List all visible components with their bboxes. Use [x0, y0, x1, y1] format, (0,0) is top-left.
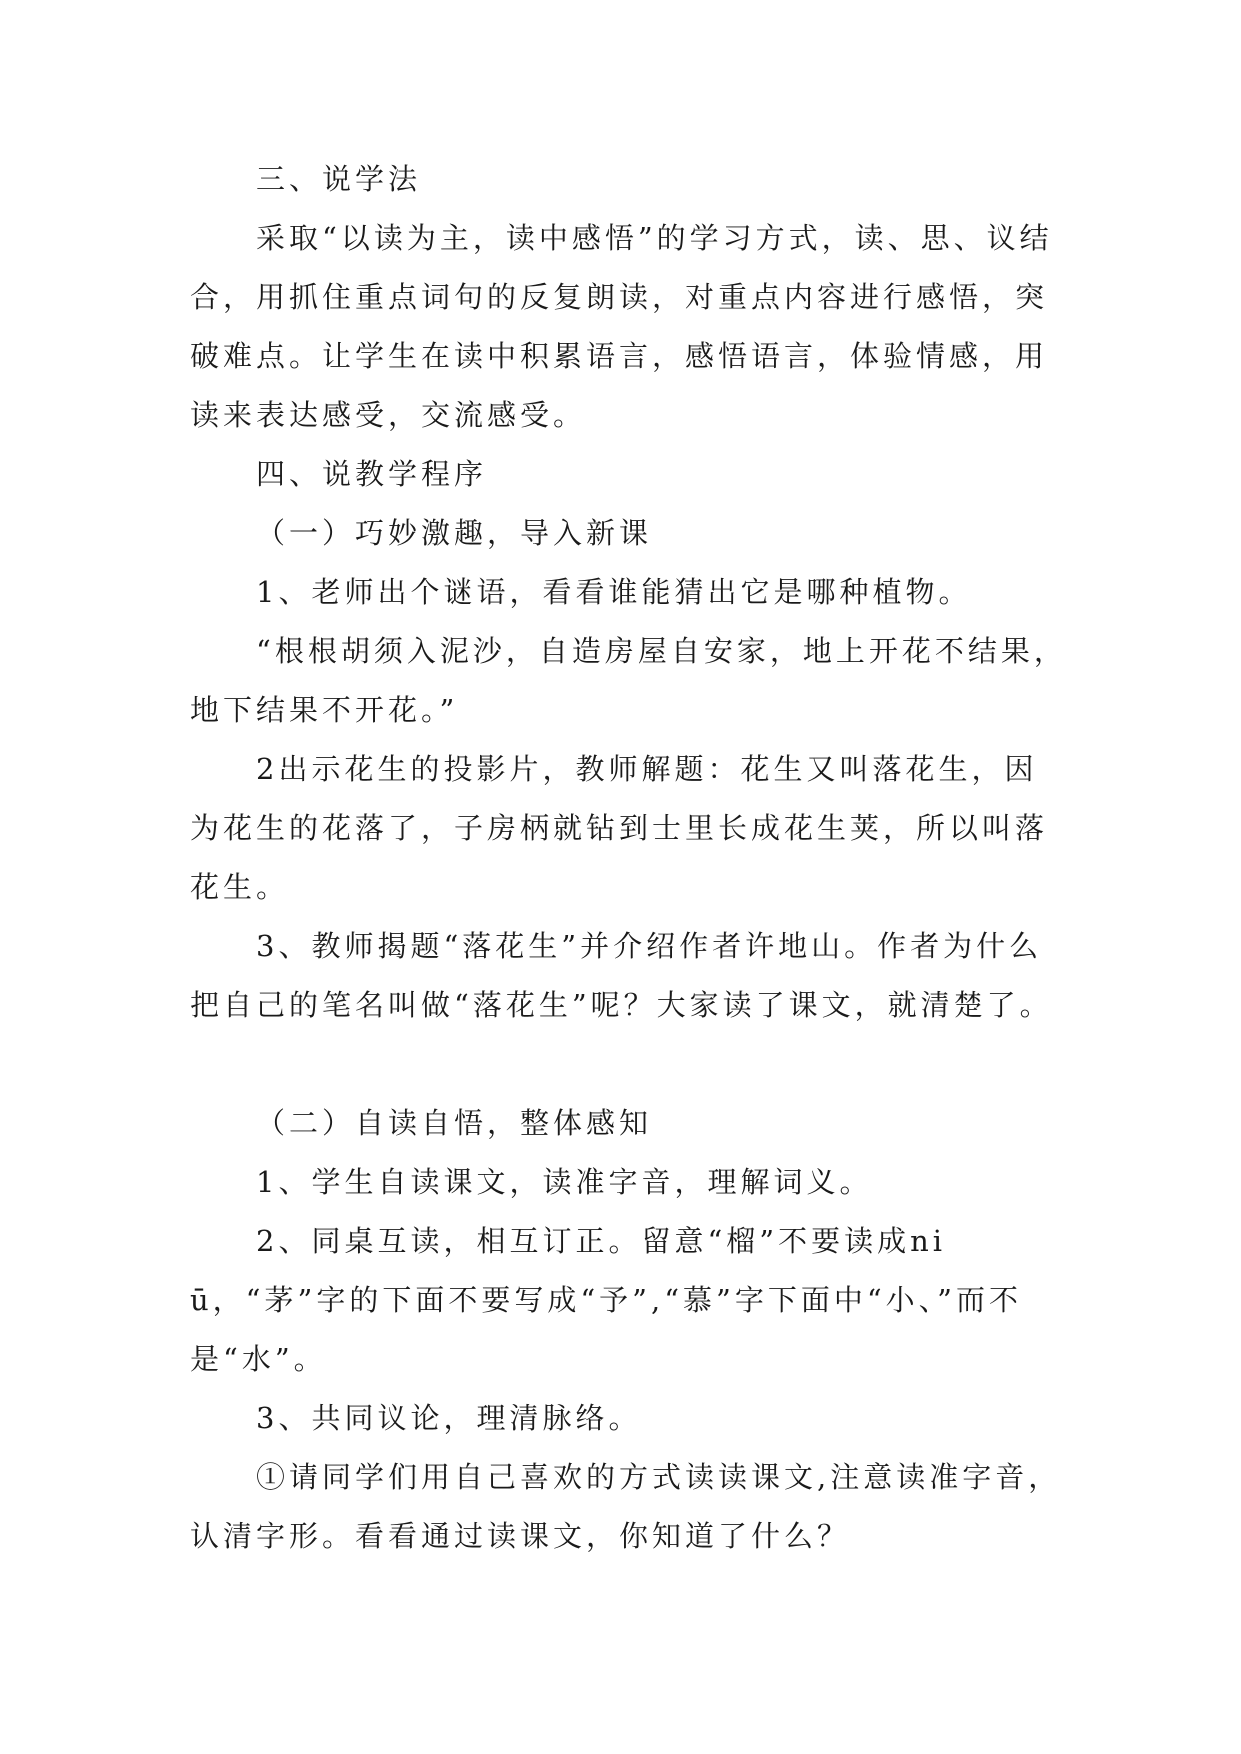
subsection-heading-self-reading: （二）自读自悟，整体感知: [256, 1106, 653, 1140]
step-2-explanation: 2出示花生的投影片，教师解题：花生又叫落花生，因为花生的花落了，子房柄就钻到士里长成花生荚，所以叫落花生。: [190, 752, 1049, 904]
section-heading-teaching-procedure: 四、说教学程序: [256, 457, 488, 491]
step-1-riddle: 1、老师出个谜语，看看谁能猜出它是哪种植物。: [256, 575, 972, 609]
subsection-heading-intro: （一）巧妙激趣，导入新课: [256, 516, 653, 550]
section-heading-study-method: 三、说学法: [256, 162, 422, 196]
discussion-question: ①请同学们用自己喜欢的方式读读课文,注意读准字音，认清字形。看看通过读课文，你知道了什么？: [190, 1460, 1062, 1553]
self-reading-step-3: 3、共同议论，理清脉络。: [256, 1401, 642, 1435]
step-3-title-intro: 3、教师揭题“落花生”并介绍作者许地山。作者为什么把自己的笔名叫做“落花生”呢？大家读了课文，就清楚了。: [190, 929, 1053, 1022]
self-reading-step-2: 2、同桌互读，相互订正。留意“榴”不要读成niū，“茅”字的下面不要写成“予”,“慕”字下面中“小、”而不是“水”。: [190, 1224, 1023, 1376]
self-reading-step-1: 1、学生自读课文，读准字音，理解词义。: [256, 1165, 873, 1199]
riddle-quote: “根根胡须入泥沙，自造房屋自安家，地上开花不结果，地下结果不开花。”: [190, 634, 1067, 727]
study-method-paragraph: 采取“以读为主，读中感悟”的学习方式，读、思、议结合，用抓住重点词句的反复朗读，对重点内容进行感悟，突破难点。让学生在读中积累语言，感悟语言，体验情感，用读来表达感受，交流感受。: [190, 221, 1053, 432]
